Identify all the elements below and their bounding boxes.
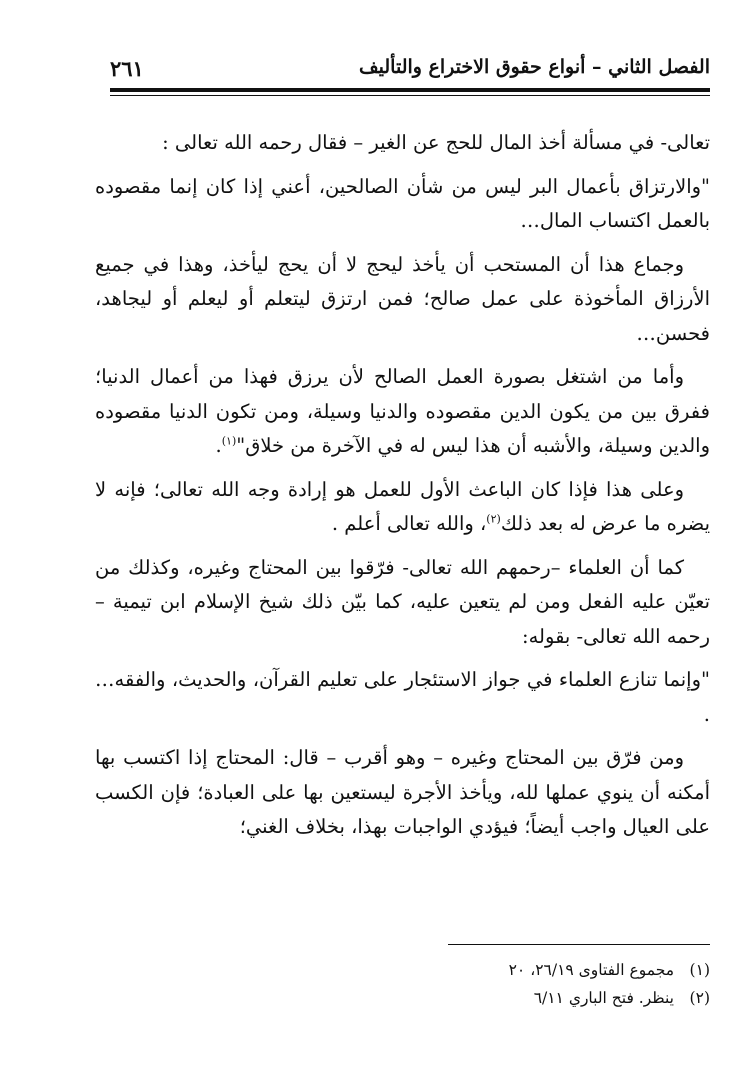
quote-paragraph: "والارتزاق بأعمال البر ليس من شأن الصالحين، أعني إذا كان إنما مقصوده بالعمل اكتساب المال… [95,174,710,232]
quote-paragraph: وجماع هذا أن المستحب أن يأخذ ليحج لا أن يحج ليأخذ، وهذا في جميع الأرزاق المأخوذة على عمل صالح؛ فمن ارتزق ليتعلم أو ليعلم أو ليجاهد، فحسن… [95,252,710,345]
paragraph: تعالى- في مسألة أخذ المال للحج عن الغير – فقال رحمه الله تعالى : [162,131,710,154]
footnote-separator [448,944,710,945]
page-number: ٢٦١ [110,56,144,81]
footnote-ref: (١) [221,434,237,448]
running-header [110,52,710,86]
paragraph: كما أن العلماء –رحمهم الله تعالى- فرّقوا بين المحتاج وغيره، وكذلك من تعيّن عليه الفعل ومن لم يتعين عليه، كما بيّن ذلك شيخ الإسلام ابن تيمية –رحمه الله تعالى- بقوله: [95,555,710,648]
paragraph: ومن فرّق بين المحتاج وغيره – وهو أقرب – قال: المحتاج إذا اكتسب بها أمكنه أن ينوي عملها لله، ويأخذ الأجرة ليستعين بها على العبادة؛ فإن الكسب على العيال واجب أيضاً؛ فيؤدي الواجبات بهذا، بخلاف الغني؛ [95,746,710,838]
quote-paragraph: "وإنما تنازع العلماء في جواز الاستئجار على تعليم القرآن، والحديث، والفقه… . [95,668,710,726]
header-rule-thick [110,88,710,92]
footnote-ref: (٢) [486,512,501,526]
footnote: (٢)ينظر. فتح الباري ٦/١١ [533,989,710,1007]
footnotes [300,956,710,1012]
quote-paragraph: وأما من اشتغل بصورة العمل الصالح لأن يرزق فهذا من أعمال الدنيا؛ ففرق بين من يكون الدين مقصوده والدنيا وسيلة، ومن تكون الدنيا مقصوده والدين وسيلة، والأشبه أن هذا ليس له في الآخرة من خلاق"$^{(١)}$. [95,365,710,457]
paragraph: وعلى هذا فإذا كان الباعث الأول للعمل هو إرادة وجه الله تعالى؛ فإنه لا يضره ما عرض له بعد ذلك$^{(٢)}$، والله تعالى أعلم . [95,477,710,535]
chapter-title: الفصل الثاني – أنواع حقوق الاختراع والتأليف [358,56,710,78]
header-rule-thin [110,95,710,96]
footnote: (١)مجموع الفتاوى ٢٦/١٩، ٢٠ [508,961,710,979]
body-text [95,126,710,845]
